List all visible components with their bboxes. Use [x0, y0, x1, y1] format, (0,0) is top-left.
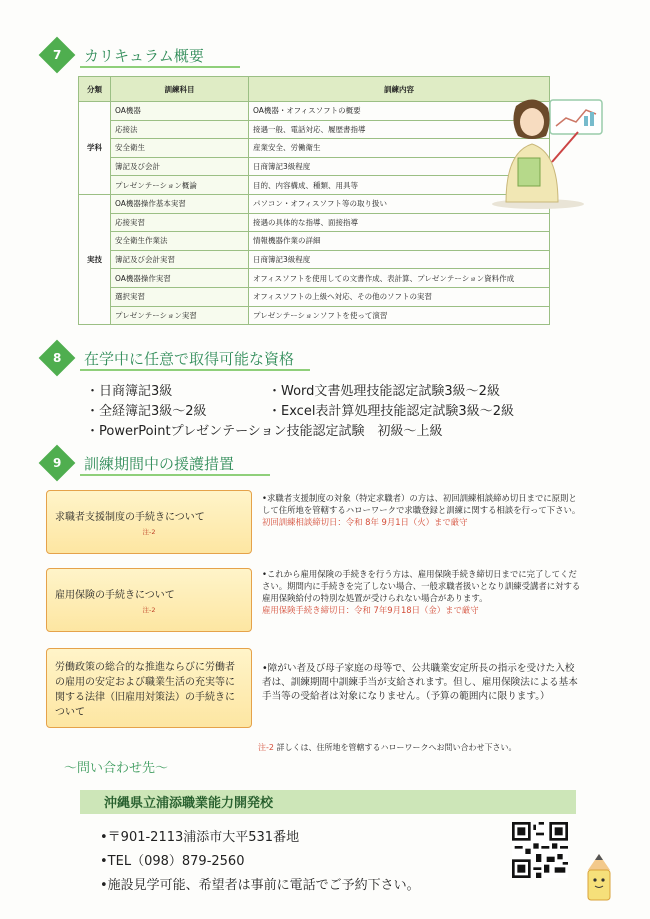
qr-code[interactable]	[512, 822, 568, 878]
table-row	[79, 194, 550, 213]
qualification-item: ・PowerPointプレゼンテーション技能認定試験 初級～上級	[86, 424, 443, 439]
subject-cell: OA機器	[111, 102, 249, 121]
content-cell: パソコン・オフィスソフト等の取り扱い	[249, 194, 550, 213]
section9-header	[44, 450, 234, 476]
support-deadline: 初回訓練相談締切日：令和 8年 9月1日（火）まで厳守	[262, 517, 468, 527]
section8-header	[44, 345, 294, 371]
content-cell: 目的、内容構成、種類、用具等	[249, 176, 550, 195]
qualification-item: ・Excel表計算処理技能認定試験3級～2級	[268, 404, 514, 419]
support-note: 注-2	[142, 606, 156, 614]
table-row	[79, 306, 550, 325]
section-number-badge: 7	[39, 37, 76, 74]
table-row	[79, 232, 550, 251]
qualification-item: ・日商簿記3級	[86, 384, 173, 399]
table-row	[79, 250, 550, 269]
support-label: 雇用保険の手続きについて	[55, 590, 175, 601]
section9-title: 訓練期間中の援護措置	[84, 454, 235, 473]
teacher-illustration	[488, 92, 608, 210]
table-row	[79, 139, 550, 158]
table-row	[79, 269, 550, 288]
subject-cell: 簿記及び会計	[111, 157, 249, 176]
content-cell: 情報機器作業の詳細	[249, 232, 550, 251]
content-cell: プレゼンテーションソフトを使って演習	[249, 306, 550, 325]
content-cell: オフィスソフトの上級へ対応、その他のソフトの実習	[249, 287, 550, 306]
qualification-item: ・全経簿記3級～2級	[86, 404, 207, 419]
content-cell: OA機器・オフィスソフトの概要	[249, 102, 550, 121]
table-row	[79, 102, 550, 121]
support-label-box	[46, 490, 252, 554]
curriculum-table	[78, 76, 550, 325]
header-subject: 訓練科目	[111, 77, 249, 102]
footnote-text: 詳しくは、住所地を管轄するハローワークへお問い合わせ下さい。	[276, 743, 517, 752]
section7-header	[44, 42, 204, 68]
inquiry-heading: ～問い合わせ先～	[64, 761, 169, 776]
header-category: 分類	[79, 77, 111, 102]
subject-cell: 応接実習	[111, 213, 249, 232]
subject-cell: 安全衛生作業法	[111, 232, 249, 251]
address: •〒901-2113浦添市大平531番地	[100, 830, 300, 845]
table-row	[79, 157, 550, 176]
footnote	[258, 742, 517, 753]
section7-title: カリキュラム概要	[84, 46, 204, 65]
subject-cell: 簿記及び会計実習	[111, 250, 249, 269]
section-number-badge: 8	[39, 340, 76, 377]
section-number-badge: 9	[39, 445, 76, 482]
support-label: 労働政策の総合的な推進ならびに労働者の雇用の安定および職業生活の充実等に関する法律（旧雇用対策法）の手続きについて	[55, 662, 235, 718]
content-cell: オフィスソフトを使用しての文書作成、表計算、プレゼンテーション資料作成	[249, 269, 550, 288]
content-cell: 産業安全、労働衛生	[249, 139, 550, 158]
section8-underline	[80, 369, 310, 371]
visit-note: •施設見学可能、希望者は事前に電話でご予約下さい。	[100, 878, 420, 893]
support-label-box	[46, 568, 252, 632]
header-content: 訓練内容	[249, 77, 550, 102]
section8-title: 在学中に任意で取得可能な資格	[84, 349, 295, 368]
subject-cell: 選択実習	[111, 287, 249, 306]
table-row	[79, 213, 550, 232]
support-text: •障がい者及び母子家庭の母等で、公共職業安定所長の指示を受けた入校者は、訓練期間中訓練手当が支給されます。但し、雇用保険法による基本手当等の受給者は対象になりません。（予算の範囲内に限ります。）	[262, 663, 578, 702]
subject-cell: 応接法	[111, 120, 249, 139]
section9-underline	[80, 474, 270, 476]
table-row	[79, 176, 550, 195]
category-cell: 学科	[79, 102, 111, 195]
category-cell: 実技	[79, 194, 111, 324]
footnote-mark: 注-2	[258, 743, 274, 752]
subject-cell: OA機器操作基本実習	[111, 194, 249, 213]
table-row	[79, 287, 550, 306]
content-cell: 日商簿記3級程度	[249, 157, 550, 176]
subject-cell: OA機器操作実習	[111, 269, 249, 288]
subject-cell: プレゼンテーション実習	[111, 306, 249, 325]
content-cell: 接遇一般、電話対応、履歴書指導	[249, 120, 550, 139]
support-label-box	[46, 648, 252, 728]
subject-cell: プレゼンテーション概論	[111, 176, 249, 195]
support-description	[262, 662, 584, 704]
support-deadline: 雇用保険手続き締切日：令和 7年9月18日（金）まで厳守	[262, 605, 479, 615]
support-description	[262, 492, 584, 528]
telephone[interactable]: •TEL（098）879-2560	[100, 854, 245, 869]
support-label: 求職者支援制度の手続きについて	[55, 512, 205, 523]
table-row	[79, 120, 550, 139]
section7-underline	[80, 66, 240, 68]
school-name: 沖縄県立浦添職業能力開発校	[104, 796, 274, 811]
content-cell: 日商簿記3級程度	[249, 250, 550, 269]
support-note: 注-2	[142, 528, 156, 536]
support-description	[262, 568, 584, 616]
support-text: •これから雇用保険の手続きを行う方は、雇用保険手続き締切日までに完了してください。期間内に手続きを完了しない場合、一般求職者扱いとなり訓練受講者に対する雇用保険給付の特別な処置が受けられない場合があります。	[262, 569, 581, 603]
pencil-mascot-icon	[578, 852, 620, 904]
support-text: •求職者支援制度の対象（特定求職者）の方は、初回訓練相談締め切日までに原則として住所地を管轄するハローワークで求職登録と訓練に関する相談を行って下さい。	[262, 493, 581, 515]
content-cell: 接遇の具体的な指導、面接指導	[249, 213, 550, 232]
subject-cell: 安全衛生	[111, 139, 249, 158]
qualification-item: ・Word文書処理技能認定試験3級～2級	[268, 384, 500, 399]
